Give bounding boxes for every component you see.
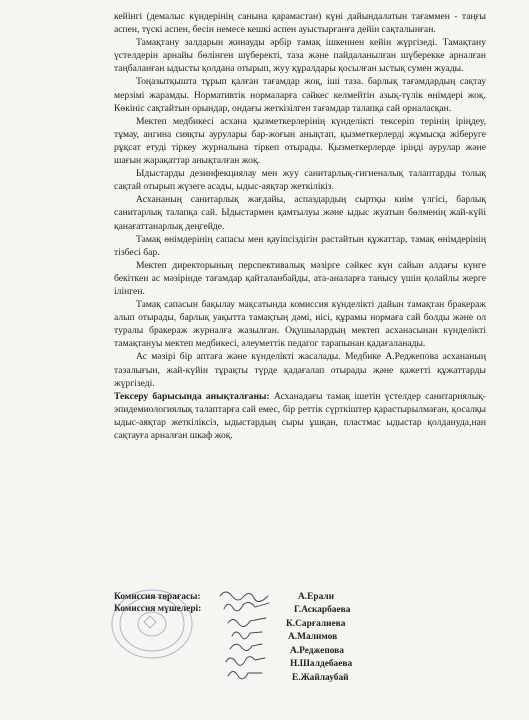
commission-member-name: Е.Жайлаубай (292, 673, 349, 683)
commission-member-name: А.Малимов (288, 632, 338, 642)
commission-member-name: Г.Аскарбаева (294, 605, 351, 615)
findings-text: Асханадағы тамақ ішетін үстелдер санитариялық-эпидемиологиялық талаптарға сай емес, бір реттік сүрткіштер қарастырылмаған, қосалқы ыдыс-аяқтар жеткіліксіз, ыдыстардың сыры ұшқан, пластмас ыдыстар қолдануда,нан сақтауға арналған шкаф жоқ. (114, 390, 486, 441)
paragraph-10: Ас мәзірі бір аптаға және күнделікті жасалады. Медбике А.Реджепова асхананың тазалығын, жай-күйін тұрақты түрде қадағалап отырады және қажетті құжаттарды жүргізеді. (114, 351, 486, 389)
commission-members-label: Комиссия мүшелері: (114, 604, 202, 614)
paragraph-1: кейінгі (демалыс күндерінің санына қарамастан) күні дайындалатын тағаммен - таңғы аспен, түскі аспен, бесін немесе кешкі аспен ауыстырғанға дейін сақталынған. (114, 11, 486, 36)
findings-label: Тексеру барысында анықталғаны: (114, 390, 270, 402)
commission-member-name: Н.Шалдебаева (290, 659, 353, 669)
paragraph-2: Тамақтану залдарын жинауды әрбір тамақ ішкеннен кейін жүргізеді. Тамақтану үстелдерін арнайы бөлінген шүберекті, таза және пайдаланылған шүберекке арналған таңбаланған ыдысты қолдана отырып, жуу құралдары қосылған ыстық сумен жуады. (114, 37, 486, 75)
commission-chair-label: Комиссия төрағасы: (114, 592, 201, 602)
document-body (114, 10, 486, 442)
paragraph-6: Асхананың санитарлық жағдайы, аспаздардың сыртқы киім үлгісі, барлық санитарлық талапқа сай. Ыдыстармен қамтылуы және ыдыс жуатын бөлменің жай-күйі қанағаттанарлық деңгейде. (114, 194, 486, 232)
commission-chair-name: А.Ерали (298, 592, 335, 602)
paragraph-9: Тамақ сапасын бақылау мақсатында комиссия күнделікті дайын тамақтан бракераж алып отырады, барлық уақытта тамақтың дәмі, иісі, құрамы нормаға сай болды және ол туралы бракераж журналға жазылған. Оқушылардың мектеп асханасынан күнделікті тамақтануы мектеп медбикесі, әлеуметтік педагог тарапынан қадағаланады. (114, 299, 486, 350)
commission-signature-block (114, 592, 494, 712)
commission-member-name: К.Сарғалиева (286, 619, 346, 629)
paragraph-7: Тамақ өнімдерінің сапасы мен қауіпсіздігін растайтын құжаттар, тамақ өнімдерінің тізбесі бар. (114, 233, 486, 258)
paragraph-4: Мектеп медбикесі асхана қызметкерлерінің күнделікті тексеріп терінің іріңдеу, тұмау, ангина сияқты аурулары бар-жоғын анықтап, қызметкерлерді жұмысқа жіберуге рұқсат етуді тіркеу журналына тіркеп отырады. Қызметкерлерде іріңді аурулар және шағын жарақаттар анықталған жоқ. (114, 115, 486, 167)
paragraph-3: Тоңазытқышта тұрып қалған тағамдар жоқ, іші таза. барлық тағамдардың сақтау мерзімі жарамды. Нормативтік нормаларға сәйкес келмейтін азық-түлік өнімдері жоқ. Көкініс сақтайтын орындар, ондағы жеткізілген тағамдар талапқа сай орналасқан. (114, 76, 486, 114)
findings-paragraph (114, 390, 486, 442)
paragraph-5: Ыдыстарды дезинфекциялау мен жуу санитарлық-гигиеналық талаптарды толық сақтай отырып жүзеге асады, ыдыс-аяқтар жеткілікіз. (114, 168, 486, 193)
commission-member-name: А.Реджепова (290, 646, 344, 656)
paragraph-8: Мектеп директорының перспективалық мәзірге сәйкес күн сайын алдағы күнге бекіткен ас мәзірінде тағамдар қайталанбайды, ата-аналарға танысу үшін қолайлы жерге ілінген. (114, 259, 486, 297)
